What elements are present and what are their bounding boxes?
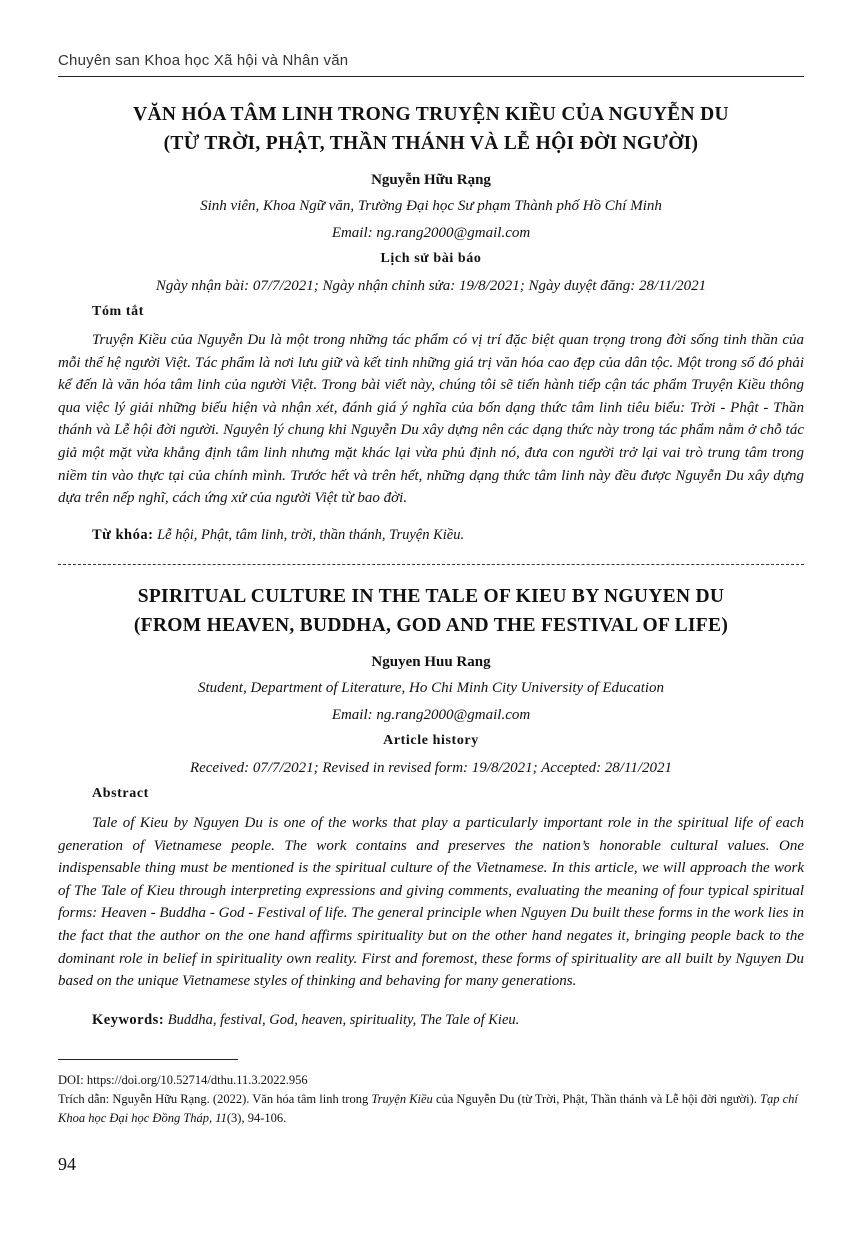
citation-journal: Tạp chí Khoa học Đại học Đồng Tháp, 11 xyxy=(58,1092,798,1125)
en-keywords xyxy=(92,1012,519,1029)
citation-part-b: của Nguyễn Du (từ Trời, Phật, Thần thánh và Lễ hội đời người). xyxy=(432,1092,761,1106)
en-author: Nguyen Huu Rang xyxy=(371,654,491,670)
vi-affiliation: Sinh viên, Khoa Ngữ văn, Trường Đại học Sư phạm Thành phố Hồ Chí Minh xyxy=(200,198,662,214)
citation-title: Truyện Kiều xyxy=(371,1092,433,1106)
footnote-doi[interactable]: DOI: https://doi.org/10.52714/dthu.11.3.2022.956 xyxy=(58,1073,308,1087)
footnote xyxy=(58,1071,804,1128)
en-affiliation: Student, Department of Literature, Ho Chi Minh City University of Education xyxy=(197,680,665,696)
en-history: Received: 07/7/2021; Revised in revised form: 19/8/2021; Accepted: 28/11/2021 xyxy=(189,760,673,776)
citation-part-c: (3), 94-106. xyxy=(226,1111,287,1125)
en-keywords-label: Keywords: xyxy=(92,1012,165,1028)
footnote-citation xyxy=(58,1090,804,1128)
en-title-line2: (FROM HEAVEN, BUDDHA, GOD AND THE FESTIVAL OF LIFE) xyxy=(133,615,729,636)
en-title-line1: SPIRITUAL CULTURE IN THE TALE OF KIEU BY NGUYEN DU xyxy=(137,586,725,607)
en-title xyxy=(58,582,804,640)
vi-history: Ngày nhận bài: 07/7/2021; Ngày nhận chỉnh sửa: 19/8/2021; Ngày duyệt đăng: 28/11/2021 xyxy=(155,278,707,294)
vi-abstract: Truyện Kiều của Nguyễn Du là một trong những tác phẩm có vị trí đặc biệt quan trọng trong đời sống tinh thần của mỗi thế hệ người Việt. Tác phẩm là nơi lưu giữ và kết tinh những giá trị văn hóa cao đẹp của dân tộc. Một trong số đó phải kể đến là văn hóa tâm linh của người Việt. Trong bài viết này, chúng tôi sẽ tiến hành tiếp cận tác phẩm Truyện Kiều thông qua việc lý giải những biểu hiện và nhận xét, đánh giá ý nghĩa của bốn dạng thức tâm linh tiêu biểu: Trời - Phật - Thần thánh và Lễ hội đời người. Nguyên lý chung khi Nguyễn Du xây dựng nên các dạng thức này trong tác phẩm nằm ở chỗ tác giả một mặt vừa khẳng định tâm linh nhưng mặt khác lại vừa phủ định nó, đưa con người trở lại vai trò trung tâm trong niềm tin vào thực tại của chính mình. Trước hết và trên hết, những dạng thức tâm linh này đều được Nguyễn Du xây dựng dựa trên nếp nghĩ, cách ứng xử của người Việt từ bao đời. xyxy=(58,332,804,507)
section-divider xyxy=(58,564,804,565)
en-abstract: Tale of Kieu by Nguyen Du is one of the works that play a particularly important role in the spiritual life of each generation of Vietnamese people. The work contains and preserves the nation’s honorable cultural values. One indispensable thing must be mentioned is the spiritual culture of the Vietnamese. In this article, we will approach the work of The Tale of Kieu through interpreting expressions and giving comments, evaluating the meaning of four typical spiritual forms: Heaven - Buddha - God - Festival of life. The general principle when Nguyen Du built these forms in the work lies in the fact that the author on the one hand affirms spirituality but on the other hand negates it, bringing people back to the dominant role in belief in spirituality own reality. First and foremost, these forms of spirituality are all built by Nguyen Du based on the unique Vietnamese styles of thinking and behaving for many generations. xyxy=(58,815,804,990)
vi-email: Email: ng.rang2000@gmail.com xyxy=(331,225,531,241)
citation-part-a: Trích dẫn: Nguyễn Hữu Rạng. (2022). Văn hóa tâm linh trong xyxy=(58,1092,372,1106)
footnote-rule xyxy=(58,1059,238,1060)
vi-title-line2: (TỪ TRỜI, PHẬT, THẦN THÁNH VÀ LỄ HỘI ĐỜI NGƯỜI) xyxy=(163,133,699,154)
vi-keywords xyxy=(92,527,464,544)
en-email: Email: ng.rang2000@gmail.com xyxy=(331,707,531,723)
en-history-label: Article history xyxy=(383,733,479,748)
vi-history-label: Lịch sử bài báo xyxy=(380,251,482,266)
page-number: 94 xyxy=(58,1154,76,1174)
vi-keywords-text: Lễ hội, Phật, tâm linh, trời, thần thánh, Truyện Kiều. xyxy=(157,527,465,543)
vi-keywords-label: Từ khóa: xyxy=(92,527,154,543)
en-keywords-text: Buddha, festival, God, heaven, spirituality, The Tale of Kieu. xyxy=(167,1012,520,1028)
vi-author: Nguyễn Hữu Rạng xyxy=(371,172,491,188)
en-abstract-label: Abstract xyxy=(92,786,149,801)
vi-title xyxy=(58,100,804,158)
vi-abstract-label: Tóm tắt xyxy=(92,304,145,319)
header-rule xyxy=(58,76,804,77)
vi-title-line1: VĂN HÓA TÂM LINH TRONG TRUYỆN KIỀU CỦA NGUYỄN DU xyxy=(133,104,729,125)
journal-header: Chuyên san Khoa học Xã hội và Nhân văn xyxy=(58,52,349,69)
